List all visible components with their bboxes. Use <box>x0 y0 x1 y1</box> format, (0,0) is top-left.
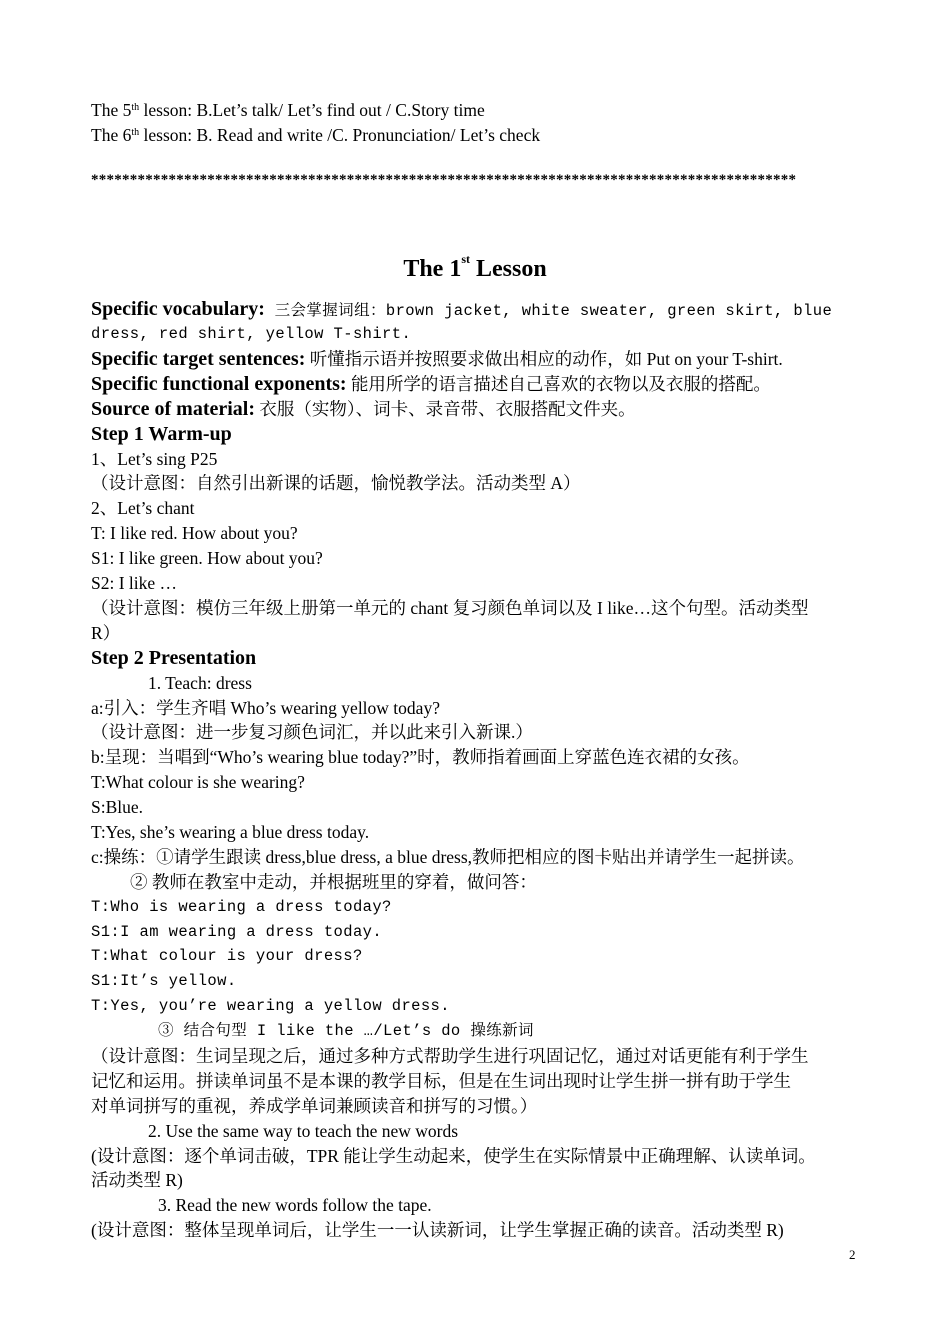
teach-dress-item: 1. Teach: dress <box>148 673 252 693</box>
target-sentences-text: 听懂指示语并按照要求做出相应的动作，如 Put on your T-shirt. <box>305 349 783 369</box>
title-sup: st <box>461 252 470 266</box>
dialog-line: S1:I am wearing a dress today. <box>91 923 383 941</box>
dialog-line: T:Who is wearing a dress today? <box>91 898 392 916</box>
lesson-5-text: lesson: B.Let’s talk/ Let’s find out / C.Story time <box>139 100 485 120</box>
intent-line: 记忆和运用。拼读单词虽不是本课的教学目标，但是在生词出现时让学生拼一拼有助于学生 <box>91 1071 791 1091</box>
drill-2-line: ② 教师在教室中走动，并根据班里的穿着，做问答： <box>130 872 537 892</box>
functional-exponents-text: 能用所学的语言描述自己喜欢的衣物以及衣服的搭配。 <box>346 374 771 394</box>
intent-line: （设计意图：生词呈现之后，通过多种方式帮助学生进行巩固记忆，通过对话更能有利于学生 <box>91 1046 809 1066</box>
target-sentences-line <box>91 347 783 371</box>
lesson-6-line <box>91 123 540 147</box>
step2-line: b:呈现：当唱到“Who’s wearing blue today?”时，教师指着画面上穿蓝色连衣裙的女孩。 <box>91 747 750 767</box>
step1-line: T: I like red. How about you? <box>91 523 298 543</box>
lesson-6-text: lesson: B. Read and write /C. Pronunciation/ Let’s check <box>139 125 541 145</box>
step1-heading: Step 1 Warm-up <box>91 423 232 445</box>
step1-line: （设计意图：自然引出新课的话题，愉悦教学法。活动类型 A） <box>91 473 581 493</box>
dialog-line: S1:It’s yellow. <box>91 972 237 990</box>
step2-line: （设计意图：进一步复习颜色词汇，并以此来引入新课.） <box>91 722 533 742</box>
step2-line: T:What colour is she wearing? <box>91 772 305 792</box>
step2-line: c:操练：①请学生跟读 dress,blue dress, a blue dress,教师把相应的图卡贴出并请学生一起拼读。 <box>91 847 805 867</box>
lesson-6-sup: th <box>131 127 140 138</box>
lesson-5-line <box>91 98 485 122</box>
source-material-line <box>91 397 636 421</box>
lesson-5-sup: th <box>131 102 140 113</box>
vocabulary-text-1: 三会掌握词组：brown jacket, white sweater, green skirt, blue <box>264 302 833 320</box>
functional-exponents-line <box>91 372 771 396</box>
title-main: The 1 <box>403 256 462 282</box>
step1-line: R） <box>91 623 121 643</box>
step2-line: T:Yes, she’s wearing a blue dress today. <box>91 822 370 842</box>
drill-3-line: ③ 结合句型 I like the …/Let’s do 操练新词 <box>158 1022 534 1040</box>
step1-line: S1: I like green. How about you? <box>91 548 323 568</box>
vocabulary-label: Specific vocabulary: <box>91 298 265 320</box>
same-way-intent-line: (设计意图：逐个单词击破，TPR 能让学生动起来，使学生在实际情景中正确理解、认读单词。 <box>91 1146 816 1166</box>
same-way-item: 2. Use the same way to teach the new words <box>148 1121 459 1141</box>
dialog-line: T:Yes, you’re wearing a yellow dress. <box>91 997 450 1015</box>
step2-heading: Step 2 Presentation <box>91 647 257 669</box>
target-sentences-label: Specific target sentences: <box>91 348 306 370</box>
vocabulary-line <box>91 297 832 323</box>
source-material-text: 衣服（实物）、词卡、录音带、衣服搭配文件夹。 <box>255 399 636 419</box>
source-material-label: Source of material: <box>91 398 256 420</box>
step1-line: 1、Let’s sing P25 <box>91 449 218 469</box>
page-number: 2 <box>849 1247 856 1262</box>
step1-line: （设计意图：模仿三年级上册第一单元的 chant 复习颜色单词以及 I like…这个句型。活动类型 <box>91 598 809 618</box>
title-tail: Lesson <box>470 256 547 282</box>
vocabulary-text-2: dress, red shirt, yellow T-shirt. <box>91 325 412 343</box>
intent-line: 对单词拼写的重视，养成学单词兼顾读音和拼写的习惯。） <box>91 1096 538 1116</box>
dialog-line: T:What colour is your dress? <box>91 947 363 965</box>
lesson-title <box>0 252 950 283</box>
read-words-intent: (设计意图：整体呈现单词后，让学生一一认读新词，让学生掌握正确的读音。活动类型 R) <box>91 1220 784 1240</box>
step1-line: 2、Let’s chant <box>91 498 195 518</box>
step2-line: a:引入：学生齐唱 Who’s wearing yellow today? <box>91 698 440 718</box>
lesson-6-prefix: The 6 <box>91 125 132 145</box>
functional-exponents-label: Specific functional exponents: <box>91 373 347 395</box>
step2-line: S:Blue. <box>91 797 144 817</box>
read-words-item: 3. Read the new words follow the tape. <box>158 1195 432 1215</box>
lesson-5-prefix: The 5 <box>91 100 132 120</box>
separator-stars: ******************************************************************************************* <box>91 172 797 188</box>
same-way-intent-line: 活动类型 R) <box>91 1170 183 1190</box>
step1-line: S2: I like … <box>91 573 178 593</box>
